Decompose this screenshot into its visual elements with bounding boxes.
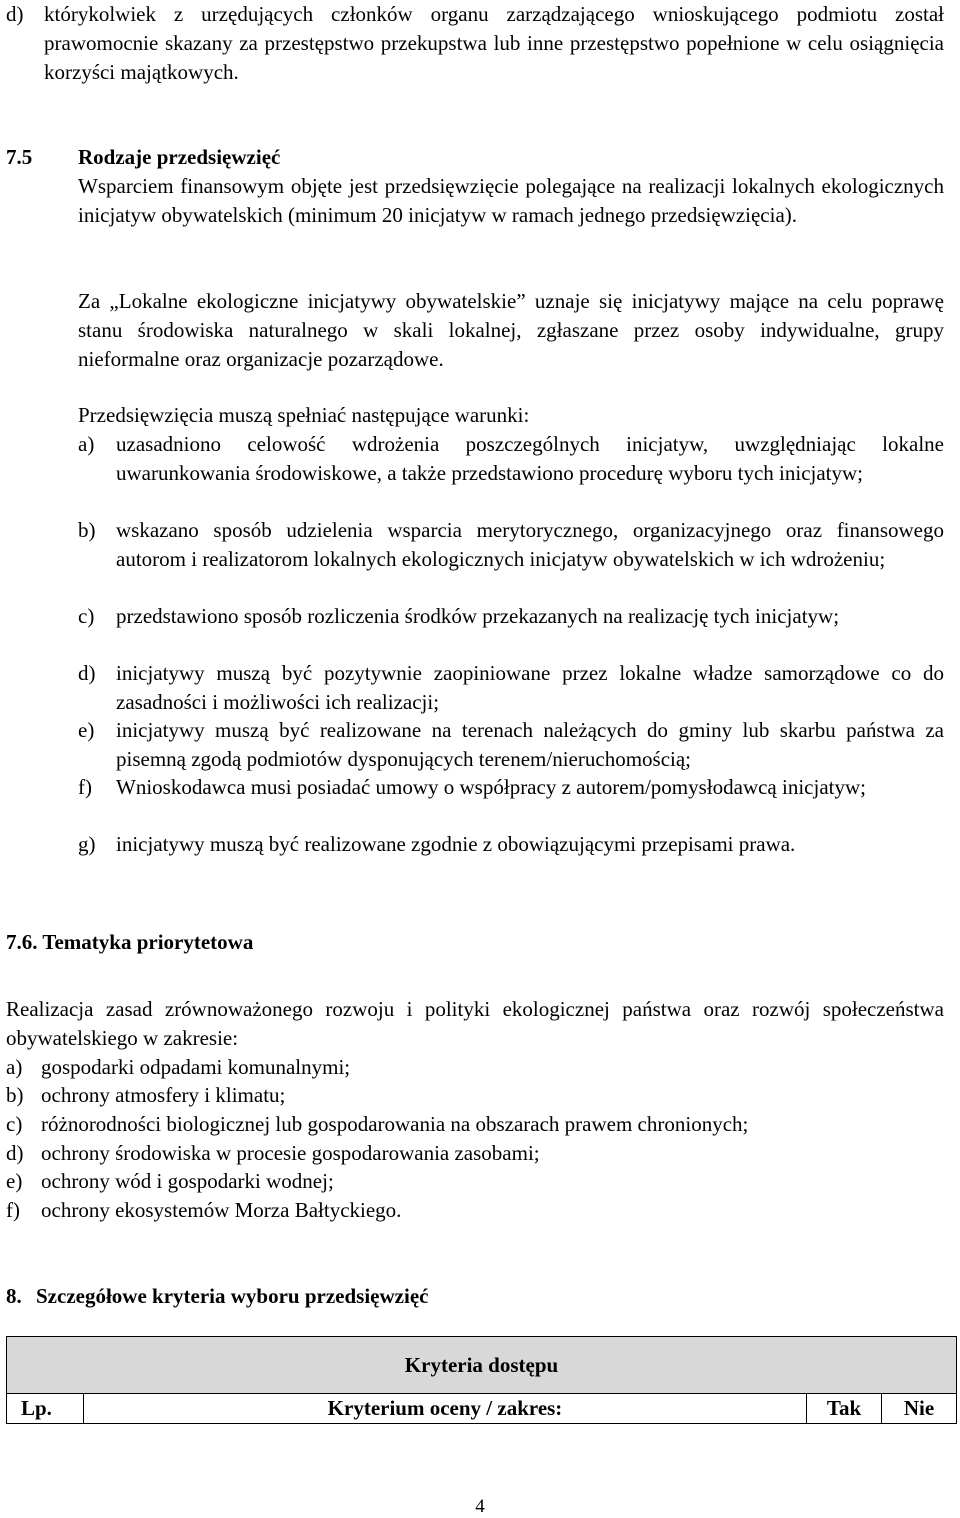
- section-7-5-heading: [6, 143, 906, 172]
- section-8-heading: [6, 1282, 906, 1311]
- column-header-criterion: Kryterium oceny / zakres:: [84, 1394, 807, 1424]
- priority-text: ochrony wód i gospodarki wodnej;: [41, 1169, 334, 1193]
- section-7-6-number: 7.6.: [6, 930, 38, 954]
- priority-text: ochrony ekosystemów Morza Bałtyckiego.: [41, 1198, 402, 1222]
- condition-text: Wnioskodawca musi posiadać umowy o współpracy z autorem/pomysłodawcą inicjatyw;: [116, 775, 866, 799]
- section-7-6-heading: [6, 928, 906, 957]
- condition-text: inicjatywy muszą być realizowane na terenach należących do gminy lub skarbu państwa za pisemną zgodą podmiotów dysponujących terenem/nieruchomością;: [116, 718, 944, 771]
- column-header-no: Nie: [882, 1394, 957, 1424]
- column-header-lp: Lp.: [7, 1394, 84, 1424]
- section-7-6-title: Tematyka priorytetowa: [42, 930, 254, 954]
- condition-text: wskazano sposób udzielenia wsparcia merytorycznego, organizacyjnego oraz finansowego autorom i realizatorom lokalnych ekologicznych inicjatyw obywatelskich w ich wdrożeniu;: [116, 518, 944, 571]
- section-7-5-paragraph-2: Za „Lokalne ekologiczne inicjatywy obywatelskie” uznaje się inicjatywy mające na celu poprawę stanu środowiska naturalnego w skali lokalnej, zgłaszane przez osoby indywidualne, grupy nieformalne oraz organizacje pozarządowe.: [78, 289, 944, 371]
- condition-letter: a): [78, 432, 95, 456]
- condition-letter: e): [78, 718, 95, 742]
- priority-item: [6, 1110, 944, 1139]
- priority-text: ochrony atmosfery i klimatu;: [41, 1083, 286, 1107]
- condition-item: [78, 516, 944, 574]
- section-7-5-title: Rodzaje przedsięwzięć: [78, 145, 281, 169]
- section-8-title: Szczegółowe kryteria wyboru przedsięwzięć: [36, 1284, 429, 1308]
- condition-item: [78, 602, 944, 631]
- condition-item: [78, 773, 944, 802]
- priority-letter: a): [6, 1055, 23, 1079]
- condition-text: inicjatywy muszą być realizowane zgodnie z obowiązującymi przepisami prawa.: [116, 832, 796, 856]
- condition-letter: d): [78, 661, 96, 685]
- priority-item: [6, 1053, 944, 1082]
- priority-text: różnorodności biologicznej lub gospodarowania na obszarach prawem chronionych;: [41, 1112, 749, 1136]
- priority-letter: f): [6, 1198, 20, 1222]
- condition-item: [78, 716, 944, 774]
- section-8-number: 8.: [6, 1284, 22, 1308]
- priority-letter: e): [6, 1169, 23, 1193]
- page-number: 4: [475, 1496, 485, 1517]
- priority-letter: c): [6, 1112, 23, 1136]
- condition-text: inicjatywy muszą być pozytywnie zaopiniowane przez lokalne władze samorządowe co do zasadności i możliwości ich realizacji;: [116, 661, 944, 714]
- top-list-item-letter: d): [6, 2, 24, 26]
- condition-letter: f): [78, 775, 92, 799]
- priority-text: gospodarki odpadami komunalnymi;: [41, 1055, 351, 1079]
- condition-letter: b): [78, 518, 96, 542]
- condition-letter: c): [78, 604, 95, 628]
- section-7-6-intro: Realizacja zasad zrównoważonego rozwoju i polityki ekologicznej państwa oraz rozwój społeczeństwa obywatelskiego w zakresie:: [6, 997, 944, 1050]
- condition-item: [78, 430, 944, 488]
- criteria-table-header: Kryteria dostępu: [7, 1337, 957, 1394]
- priority-item: [6, 1139, 944, 1168]
- condition-text: przedstawiono sposób rozliczenia środków przekazanych na realizację tych inicjatyw;: [116, 604, 840, 628]
- priority-text: ochrony środowiska w procesie gospodarowania zasobami;: [41, 1141, 540, 1165]
- top-list-item-text: którykolwiek z urzędujących członków organu zarządzającego wnioskującego podmiotu został prawomocnie skazany za przestępstwo przekupstwa lub inne przestępstwo popełnione w celu osiągnięcia korzyści majątkowych.: [44, 2, 944, 84]
- condition-item: [78, 659, 944, 717]
- priority-item: [6, 1196, 944, 1225]
- priority-letter: b): [6, 1083, 24, 1107]
- criteria-table: [6, 1336, 957, 1424]
- priority-item: [6, 1167, 944, 1196]
- condition-text: uzasadniono celowość wdrożenia poszczególnych inicjatyw, uwzględniając lokalne uwarunkowania środowiskowe, a także przedstawiono procedurę wyboru tych inicjatyw;: [116, 432, 944, 485]
- top-list-item: [6, 0, 944, 87]
- priority-letter: d): [6, 1141, 24, 1165]
- condition-item: [78, 830, 944, 859]
- conditions-intro: Przedsięwzięcia muszą spełniać następujące warunki:: [78, 403, 530, 427]
- section-7-5-paragraph-1: Wsparciem finansowym objęte jest przedsięwzięcie polegające na realizacji lokalnych ekologicznych inicjatyw obywatelskich (minimum 20 inicjatyw w ramach jednego przedsięwzięcia).: [78, 174, 944, 227]
- condition-letter: g): [78, 832, 96, 856]
- section-7-5-number: 7.5: [6, 145, 33, 169]
- column-header-yes: Tak: [807, 1394, 882, 1424]
- priority-item: [6, 1081, 944, 1110]
